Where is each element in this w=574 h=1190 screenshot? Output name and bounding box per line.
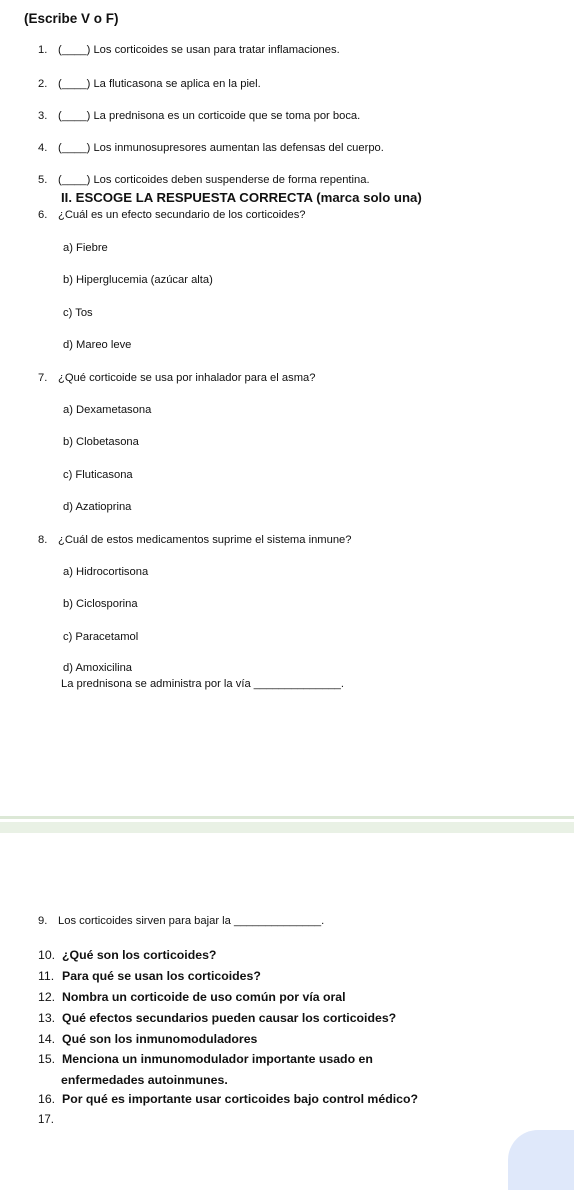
option-d[interactable]: d) Amoxicilina [63,662,133,674]
open-question-15-continued [61,1073,228,1087]
question-number: 9. [38,915,48,927]
option-a[interactable]: a) Dexametasona [63,404,152,416]
question-text: Qué son los inmunomoduladores [62,1032,258,1046]
question-number: 10. [38,948,56,962]
question-text: (____) La fluticasona se aplica en la piel. [58,78,261,90]
question-number: 16. [38,1092,56,1106]
mc-question-6 [38,209,306,221]
open-question-13 [38,1011,396,1025]
question-number: 3. [38,110,48,122]
tf-question-4 [38,142,384,154]
question-text: (____) La prednisona es un corticoide que se toma por boca. [58,110,361,122]
question-text: ¿Cuál es un efecto secundario de los corticoides? [58,209,306,221]
tf-question-1 [38,44,340,56]
section-heading: II. ESCOGE LA RESPUESTA CORRECTA (marca solo una) [61,190,422,205]
open-question-11 [38,969,261,983]
open-question-10 [38,948,216,962]
question-text: ¿Qué corticoide se usa por inhalador para el asma? [58,372,316,384]
option-b[interactable]: b) Hiperglucemia (azúcar alta) [63,274,213,286]
open-question-16 [38,1092,418,1106]
question-number: 8. [38,534,48,546]
question-number: 4. [38,142,48,154]
question-text: Los corticoides sirven para bajar la ______________. [58,915,325,927]
question-number: 14. [38,1032,56,1046]
page-divider-band [0,822,574,833]
open-question-12 [38,990,346,1004]
question-number: 15. [38,1052,56,1066]
question-number: 13. [38,1011,56,1025]
page-divider [0,816,574,819]
question-text: ¿Cuál de estos medicamentos suprime el sistema inmune? [58,534,352,546]
option-c[interactable]: c) Tos [63,307,93,319]
option-b[interactable]: b) Ciclosporina [63,598,138,610]
question-number: 12. [38,990,56,1004]
fill-in-question: La prednisona se administra por la vía ______________. [61,678,344,690]
question-text: (____) Los inmunosupresores aumentan las defensas del cuerpo. [58,142,384,154]
question-text: Por qué es importante usar corticoides bajo control médico? [62,1092,418,1106]
question-text: Menciona un inmunomodulador importante usado en [62,1052,373,1066]
tf-question-2 [38,78,261,90]
tf-question-3 [38,110,360,122]
question-number: 7. [38,372,48,384]
open-question-15 [38,1052,373,1066]
mc-question-8 [38,534,352,546]
mc-question-7 [38,372,315,384]
option-c[interactable]: c) Paracetamol [63,631,139,643]
open-question-17 [38,1114,58,1126]
option-a[interactable]: a) Hidrocortisona [63,566,149,578]
option-d[interactable]: d) Mareo leve [63,339,132,351]
question-text: (____) Los corticoides se usan para tratar inflamaciones. [58,44,340,56]
question-text: ¿Qué son los corticoides? [62,948,217,962]
open-question-14 [38,1032,257,1046]
option-c[interactable]: c) Fluticasona [63,469,133,481]
question-number: 2. [38,78,48,90]
option-a[interactable]: a) Fiebre [63,242,108,254]
question-text: Para qué se usan los corticoides? [62,969,261,983]
question-text: enfermedades autoinmunes. [61,1073,228,1087]
question-text: (____) Los corticoides deben suspenderse de forma repentina. [58,174,370,186]
question-number: 11. [38,969,55,983]
worksheet-title: (Escribe V o F) [24,11,119,26]
option-d[interactable]: d) Azatioprina [63,501,132,513]
question-text: Qué efectos secundarios pueden causar los corticoides? [62,1011,397,1025]
question-number: 5. [38,174,48,186]
fill-question-9 [38,915,324,927]
question-text: Nombra un corticoide de uso común por vía oral [62,990,346,1004]
question-number: 6. [38,209,48,221]
question-number: 1. [38,44,48,56]
tf-question-5 [38,174,370,186]
corner-shape [508,1130,574,1190]
question-number: 17. [38,1114,54,1126]
option-b[interactable]: b) Clobetasona [63,436,139,448]
